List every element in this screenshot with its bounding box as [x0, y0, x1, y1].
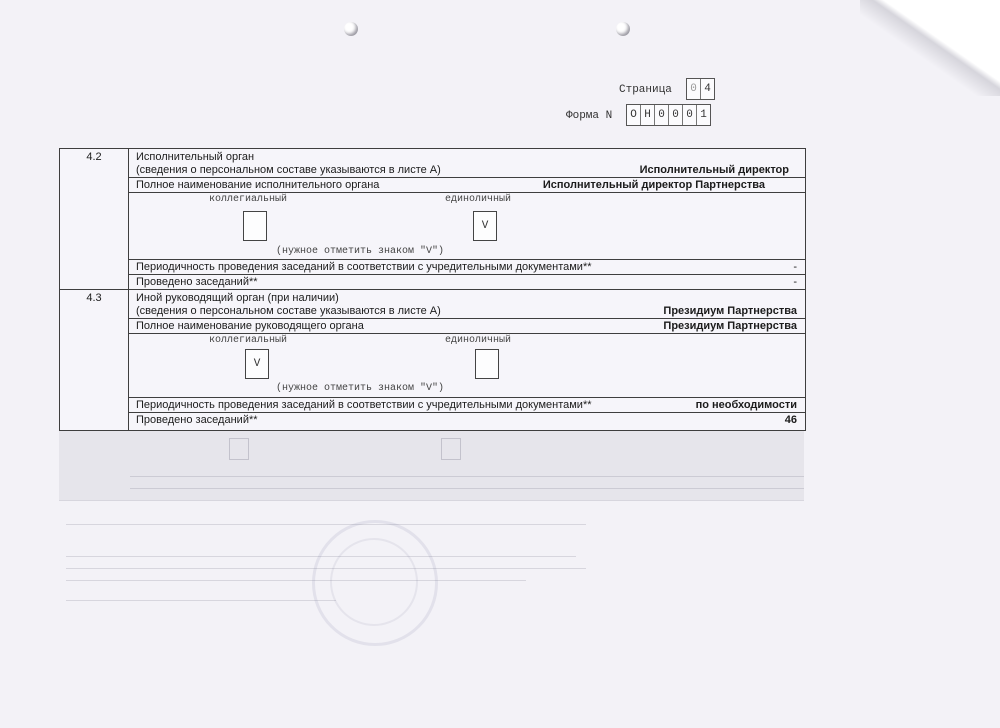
organ-value: Президиум Партнерства: [663, 305, 797, 317]
section-title: Исполнительный орган: [136, 151, 255, 163]
page-digit: 0: [687, 79, 701, 99]
full-name-value: Исполнительный директор Партнерства: [542, 179, 765, 191]
punch-hole-right: [616, 22, 630, 36]
folded-corner: [860, 0, 1000, 96]
page-number-cells: [686, 78, 715, 100]
collegial-checkbox[interactable]: V: [245, 349, 269, 379]
governing-bodies-table: [59, 148, 806, 431]
meetings-label: Проведено заседаний**: [136, 276, 258, 288]
faint-stamp-inner: [330, 538, 418, 626]
row-divider: [129, 192, 805, 193]
meetings-value: 46: [784, 414, 797, 426]
row-divider: [129, 412, 805, 413]
section-note: (сведения о персональном составе указываются в листе А): [136, 305, 441, 317]
full-name-label: Полное наименование руководящего органа: [136, 320, 364, 332]
row-divider: [129, 333, 805, 334]
form-code-char: 0: [655, 105, 669, 125]
form-code-cells: [626, 104, 711, 126]
section-number: 4.2: [86, 151, 102, 163]
full-name-value: Президиум Партнерства: [663, 320, 797, 332]
bleed-through-line: [66, 524, 586, 525]
sole-checkbox[interactable]: [475, 349, 499, 379]
sole-label: единоличный: [445, 335, 512, 346]
section-note: (сведения о персональном составе указываются в листе А): [136, 164, 441, 176]
sole-label: единоличный: [445, 194, 512, 205]
punch-hole-left: [344, 22, 358, 36]
bleed-through-line: [66, 600, 336, 601]
form-label: Форма N: [566, 110, 613, 122]
form-code-char: 1: [700, 109, 707, 121]
row-divider: [129, 259, 805, 260]
bleed-through-line: [130, 488, 804, 489]
row-divider: [129, 274, 805, 275]
bleed-through-line: [130, 476, 804, 477]
meetings-value: -: [793, 276, 797, 288]
collegial-label: коллегиальный: [209, 194, 288, 205]
section-divider: [60, 289, 805, 290]
periodicity-value: по необходимости: [695, 399, 797, 411]
sole-checkbox[interactable]: V: [473, 211, 497, 241]
bleed-through-box: [229, 438, 249, 460]
row-divider: [129, 318, 805, 319]
section-number: 4.3: [86, 292, 102, 304]
page-label: Страница: [619, 84, 672, 96]
collegial-checkbox[interactable]: [243, 211, 267, 241]
row-divider: [129, 177, 805, 178]
section-title: Иной руководящий орган (при наличии): [136, 292, 339, 304]
row-divider: [129, 397, 805, 398]
organ-value: Исполнительный директор: [639, 164, 789, 176]
bleed-through-box: [441, 438, 461, 460]
bleed-through-line: [59, 500, 804, 501]
periodicity-value: -: [793, 261, 797, 273]
form-code-char: 0: [669, 105, 683, 125]
form-code-char: 0: [683, 105, 697, 125]
meetings-label: Проведено заседаний**: [136, 414, 258, 426]
mark-hint: (нужное отметить знаком "V"): [276, 383, 445, 394]
periodicity-label: Периодичность проведения заседаний в соответствии с учредительными документами**: [136, 399, 592, 411]
form-code-char: Н: [641, 105, 655, 125]
mark-hint: (нужное отметить знаком "V"): [276, 246, 445, 257]
full-name-label: Полное наименование исполнительного органа: [136, 179, 380, 191]
periodicity-label: Периодичность проведения заседаний в соответствии с учредительными документами**: [136, 261, 592, 273]
page-digit: 4: [704, 83, 711, 95]
collegial-label: коллегиальный: [209, 335, 288, 346]
bleed-through-area: [59, 430, 804, 500]
form-code-char: О: [627, 105, 641, 125]
bleed-through-line: [66, 580, 526, 581]
